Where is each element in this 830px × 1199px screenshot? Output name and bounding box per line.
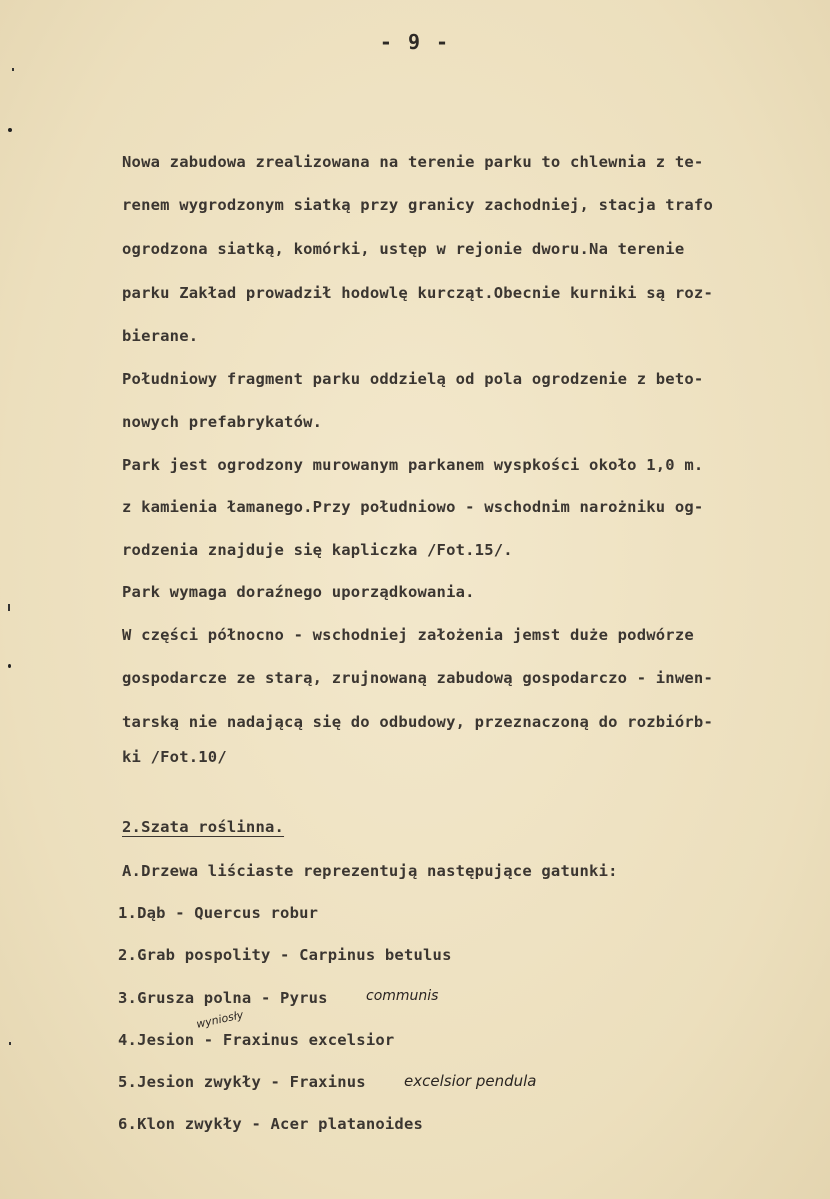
body-line: rodzenia znajduje się kapliczka /Fot.15/. — [122, 541, 513, 559]
body-line: renem wygrodzonym siatką przy granicy zachodniej, stacja trafo — [122, 196, 713, 214]
body-line: nowych prefabrykatów. — [122, 413, 323, 431]
species-item: 4.Jesion - Fraxinus excelsior — [118, 1031, 395, 1049]
species-item: 2.Grab pospolity - Carpinus betulus — [118, 946, 452, 964]
body-line: ki /Fot.10/ — [122, 748, 227, 766]
body-line: Południowy fragment parku oddzielą od pola ogrodzenie z beto- — [122, 370, 704, 388]
body-line: gospodarcze ze starą, zrujnowaną zabudową gospodarczo - inwen- — [122, 669, 713, 687]
body-line: Park jest ogrodzony murowanym parkanem wyspkości około 1,0 m. — [122, 456, 704, 474]
species-item: 5.Jesion zwykły - Fraxinus — [118, 1073, 366, 1091]
margin-mark — [12, 68, 14, 71]
handwritten-annotation: wyniosły — [195, 1008, 245, 1031]
species-item: 6.Klon zwykły - Acer platanoides — [118, 1115, 424, 1133]
handwritten-annotation: communis — [366, 988, 439, 1004]
section-intro: A.Drzewa liściaste reprezentują następujące gatunki: — [122, 862, 618, 880]
body-line: parku Zakład prowadził hodowlę kurcząt.Obecnie kurniki są roz- — [122, 284, 713, 302]
body-line: z kamienia łamanego.Przy południowo - wschodnim narożniku og- — [122, 498, 704, 516]
handwritten-annotation: excelsior pendula — [404, 1072, 537, 1090]
margin-dot — [8, 128, 12, 132]
margin-mark — [8, 604, 10, 611]
body-line: W części północno - wschodniej założenia jemst duże podwórze — [122, 626, 694, 644]
body-line: Nowa zabudowa zrealizowana na terenie parku to chlewnia z te- — [122, 153, 704, 171]
species-item: 3.Grusza polna - Pyrus — [118, 989, 328, 1007]
species-item: 1.Dąb - Quercus robur — [118, 904, 319, 922]
section-heading: 2.Szata roślinna. — [122, 818, 285, 836]
body-line: bierane. — [122, 327, 199, 345]
margin-dot — [8, 664, 11, 668]
margin-mark — [9, 1042, 11, 1045]
body-line: Park wymaga doraźnego uporządkowania. — [122, 583, 475, 601]
page-number: - 9 - — [379, 30, 451, 54]
body-line: tarską nie nadającą się do odbudowy, przeznaczoną do rozbiórb- — [122, 713, 713, 731]
body-line: ogrodzona siatką, komórki, ustęp w rejonie dworu.Na terenie — [122, 240, 685, 258]
